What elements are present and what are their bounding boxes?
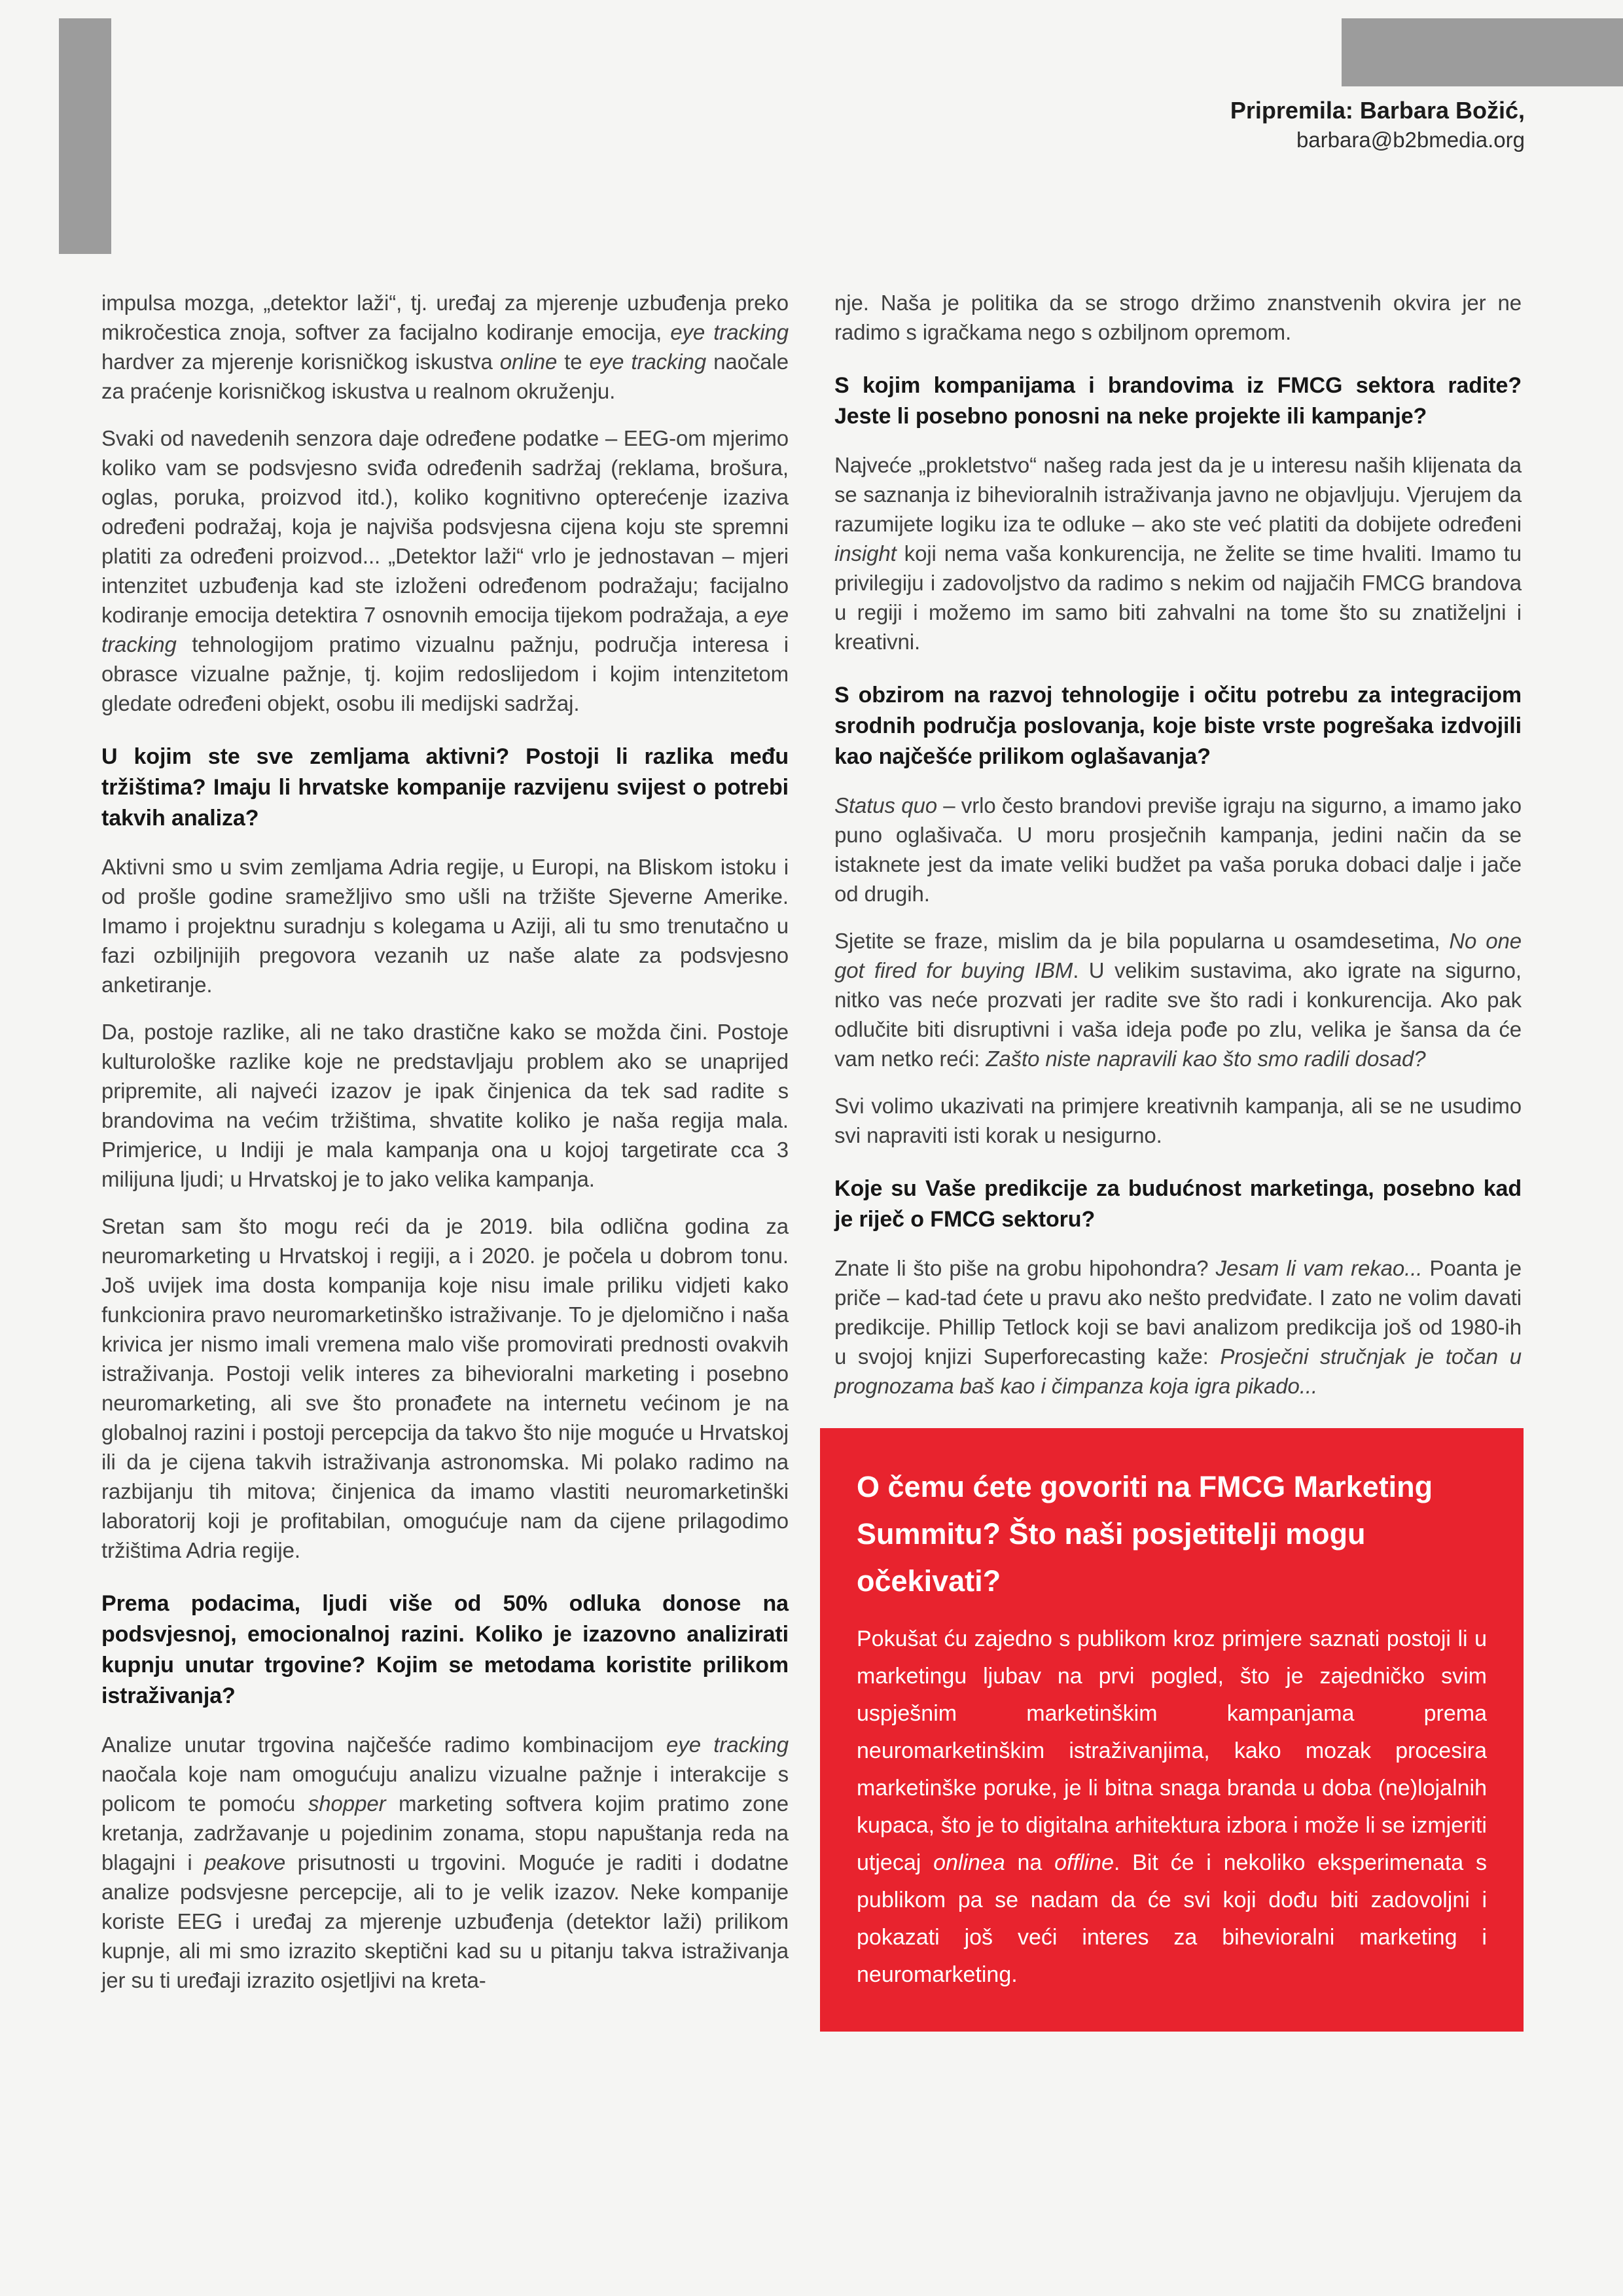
interview-question (834, 680, 1522, 772)
italic-run: online (499, 350, 558, 374)
paragraph (834, 926, 1522, 1073)
paragraph (834, 1253, 1522, 1401)
text-run: Svaki od navedenih senzora daje određene podatke – EEG-om mjerimo koliko vam se podsvjesno sviđa određenih sadržaj (reklama, brošura, oglas, poruka, proizvod itd.), koliko kognitivno opterećenje izaziva određeni podražaj, koja je najviša podsvjesna cijena koju ste spremni platiti za određeni proizvod... „Detektor laži“ vrlo je jednostavan – mjeri intenzitet uzbuđenja kad ste izloženi određenom podražaju; facijalno kodiranje emocija detektira 7 osnovnih emocija tijekom podražaja, a (101, 426, 789, 627)
italic-run: Prosječni stručnjak je točan u prognozama baš kao i čimpanza koja igra pikado... (834, 1344, 1522, 1398)
text-run: . Bit će i nekoliko eksperimenata s publikom pa se nadam da će svi koji dođu biti zadovoljni i pokazati još veći interes za bihevioralni marketing i neuromarketing. (857, 1850, 1487, 1987)
paragraph (101, 852, 789, 999)
text-run: Pokušat ću zajedno s publikom kroz primjere saznati postoji li u marketingu ljubav na prvi pogled, što je zajedničko svim uspješnim marketinškim kampanjama prema neuromarketinškim istraživanjima, kako mozak procesira marketinške poruke, je li bitna snaga branda u doba (ne)lojalnih kupaca, što je to digitalna arhitektura izbora i može li se izmjeriti utjecaj (857, 1626, 1487, 1875)
paragraph (101, 1211, 789, 1565)
byline-prepared-by: Pripremila: Barbara Božić, (1230, 97, 1525, 124)
text-run: koji nema vaša konkurencija, ne želite se time hvaliti. Imamo tu privilegiju i zadovoljstvo da radimo s nekim od najjačih FMCG brandova u regiji i možemo im samo biti zahvalni na tome što su znatiželjni i kreativni. (834, 541, 1522, 654)
italic-run: eye tracking (670, 320, 789, 344)
interview-question (101, 1588, 789, 1712)
gray-decor-bar-left (59, 18, 111, 254)
text-run: Sretan sam što mogu reći da je 2019. bila odlična godina za neuromarketing u Hrvatskoj i regiji, a i 2020. je počela u dobrom tonu. Još uvijek ima dosta kompanija koje nisu imale priliku vidjeti kako funkcionira pravo neuromarketinško istraživanje. To je djelomično i naša krivica jer nismo imali vremena malo više promovirati prednosti ovakvih istraživanja. Postoji velik interes za bihevioralni marketing i posebno neuromarketing, ali sve što pronađete na internetu većinom je na globalnoj razini i postoji percepcija da takvo što nije moguće u Hrvatskoj ili da je cijena takvih istraživanja astronomska. Mi polako radimo na razbijanju tih mitova; činjenica da imamo vlastiti neuromarketinški laboratorij koji je profitabilan, omogućuje nam da cijene prilagodimo tržištima Adria regije. (101, 1214, 789, 1562)
text-run: impulsa mozga, „detektor laži“, tj. uređaj za mjerenje uzbuđenja preko mikročestica znoja, softver za facijalno kodiranje emocija, (101, 291, 789, 344)
paragraph (834, 450, 1522, 656)
text-run: – vrlo često brandovi previše igraju na sigurno, a imamo jako puno oglašivača. U moru prosječnih kampanja, jedini način da se istaknete jest da imate veliki budžet pa vaša poruka dobaci dalje i jače od drugih. (834, 793, 1522, 906)
interview-question (101, 742, 789, 834)
byline (1230, 96, 1525, 154)
text-run: hardver za mjerenje korisničkog iskustva (101, 350, 500, 374)
italic-run: Jesam li vam rekao... (1215, 1256, 1423, 1280)
italic-run: eye tracking (589, 350, 707, 374)
italic-run: eye tracking (666, 1732, 789, 1757)
text-run: S kojim kompanijama i brandovima iz FMCG sektora radite? Jeste li posebno ponosni na neke projekte ili kampanje? (834, 373, 1522, 429)
paragraph (101, 1017, 789, 1194)
italic-run: insight (834, 541, 897, 565)
paragraph (101, 288, 789, 406)
italic-run: No one got fired for buying IBM (834, 929, 1522, 982)
article-columns (101, 288, 1522, 2032)
callout-heading: O čemu ćete govoriti na FMCG Marketing Summitu? Što naši posjetitelji mogu očekivati? (857, 1470, 1433, 1598)
italic-run: eye tracking (101, 603, 789, 656)
italic-run: Status quo (834, 793, 937, 817)
text-run: U kojim ste sve zemljama aktivni? Postoji li razlika među tržištima? Imaju li hrvatske kompanije razvijenu svijest o potrebi takvih analiza? (101, 744, 789, 831)
gray-decor-bar-right (1342, 18, 1623, 86)
text-run: Koje su Vaše predikcije za budućnost marketinga, posebno kad je riječ o FMCG sektoru? (834, 1176, 1522, 1232)
text-run: marketing softvera kojim pratimo zone kretanja, zadržavanje u pojedinim zonama, stopu napuštanja reda na blagajni i (101, 1791, 789, 1874)
text-run: . U velikim sustavima, ako igrate na sigurno, nitko vas neće prozvati jer radite sve što radi i konkurencija. Ako pak odlučite biti disruptivni i vaša ideja pođe po zlu, velika je šansa da će vam netko reći: (834, 958, 1522, 1071)
text-run: Da, postoje razlike, ali ne tako drastične kako se možda čini. Postoje kulturološke razlike koje ne predstavljaju problem ako se unaprijed pripremite, ali najveći izazov je ipak činjenica da tek sad radite s brandovima na većim tržištima, shvatite koliko je naša regija mala. Primjerice, u Indiji je mala kampanja ona u kojoj targetirate cca 3 milijuna ljudi; u Hrvatskoj je to jako velika kampanja. (101, 1020, 789, 1191)
text-run: Poanta je priče – kad-tad ćete u pravu ako nešto predviđate. I zato ne volim davati predikcije. Phillip Tetlock koji se bavi analizom predikcija još od 1980-ih u svojoj knjizi Superforecasting kaže: (834, 1256, 1522, 1369)
text-run: S obzirom na razvoj tehnologije i očitu potrebu za integracijom srodnih područja poslovanja, koje biste vrste pogrešaka izdvojili kao najčešće prilikom oglašavanja? (834, 683, 1522, 769)
text-run: Najveće „prokletstvo“ našeg rada jest da je u interesu naših klijenata da se saznanja iz bihevioralnih istraživanja javno ne objavljuju. Vjerujem da razumijete logiku iza te odluke – ako ste već platiti da dobijete određeni (834, 453, 1522, 536)
paragraph (834, 1091, 1522, 1150)
text-run: Analize unutar trgovina najčešće radimo kombinacijom (101, 1732, 667, 1757)
byline-email: barbara@b2bmedia.org (1296, 128, 1525, 152)
interview-question (834, 370, 1522, 432)
text-run: Znate li što piše na grobu hipohondra? (834, 1256, 1216, 1280)
text-run: naočala koje nam omogućuju analizu vizualne pažnje i interakcije s policom te pomoću (101, 1762, 789, 1816)
interview-question (834, 1174, 1522, 1235)
text-run: Aktivni smo u svim zemljama Adria regije, u Europi, na Bliskom istoku i od prošle godine sramežljivo smo ušli na tržište Sjeverne Amerike. Imamo i projektnu suradnju s kolegama u Aziji, ali tu smo trenutačno u fazi ozbiljnijih pregovora vezanih uz naše alate za podsvjesno anketiranje. (101, 855, 789, 997)
paragraph (101, 1730, 789, 1995)
text-run: naočale za praćenje korisničkog iskustva u realnom okruženju. (101, 350, 789, 403)
text-run: na (1005, 1850, 1055, 1875)
italic-run: peakove (204, 1850, 286, 1874)
paragraph (834, 288, 1522, 347)
italic-run: offline (1054, 1850, 1114, 1875)
right-column (834, 288, 1522, 2032)
text-run: Prema podacima, ljudi više od 50% odluka donose na podsvjesnoj, emocionalnoj razini. Koliko je izazovno analizirati kupnju unutar trgovine? Kojim se metodama koristite prilikom istraživanja? (101, 1591, 789, 1708)
text-run: prisutnosti u trgovini. Moguće je raditi i dodatne analize podsvjesne percepcije, ali to je velik izazov. Neke kompanije koriste EEG i uređaj za mjerenje uzbuđenja (detektor laži) prilikom kupnje, ali mi smo izrazito skeptični kad su u pitanju takva istraživanja jer su ti uređaji izrazito osjetljivi na kreta- (101, 1850, 789, 1992)
red-callout-box (820, 1428, 1524, 2032)
text-run: Sjetite se fraze, mislim da je bila popularna u osamdesetima, (834, 929, 1450, 953)
text-run: Svi volimo ukazivati na primjere kreativnih kampanja, ali se ne usudimo svi napraviti isti korak u nesigurno. (834, 1094, 1522, 1147)
paragraph (101, 423, 789, 718)
callout-paragraph (857, 1621, 1487, 1994)
italic-run: shopper (308, 1791, 386, 1816)
italic-run: Zašto niste napravili kao što smo radili dosad? (986, 1047, 1426, 1071)
paragraph (834, 791, 1522, 908)
italic-run: onlinea (933, 1850, 1005, 1875)
text-run: nje. Naša je politika da se strogo držimo znanstvenih okvira jer ne radimo s igračkama nego s ozbiljnom opremom. (834, 291, 1522, 344)
text-run: tehnologijom pratimo vizualnu pažnju, područja interesa i obrasce vizualne pažnje, tj. kojim redoslijedom i kojim intenzitetom gledate određeni objekt, osobu ili medijski sadržaj. (101, 632, 789, 715)
text-run: te (557, 350, 590, 374)
left-column (101, 288, 789, 2013)
